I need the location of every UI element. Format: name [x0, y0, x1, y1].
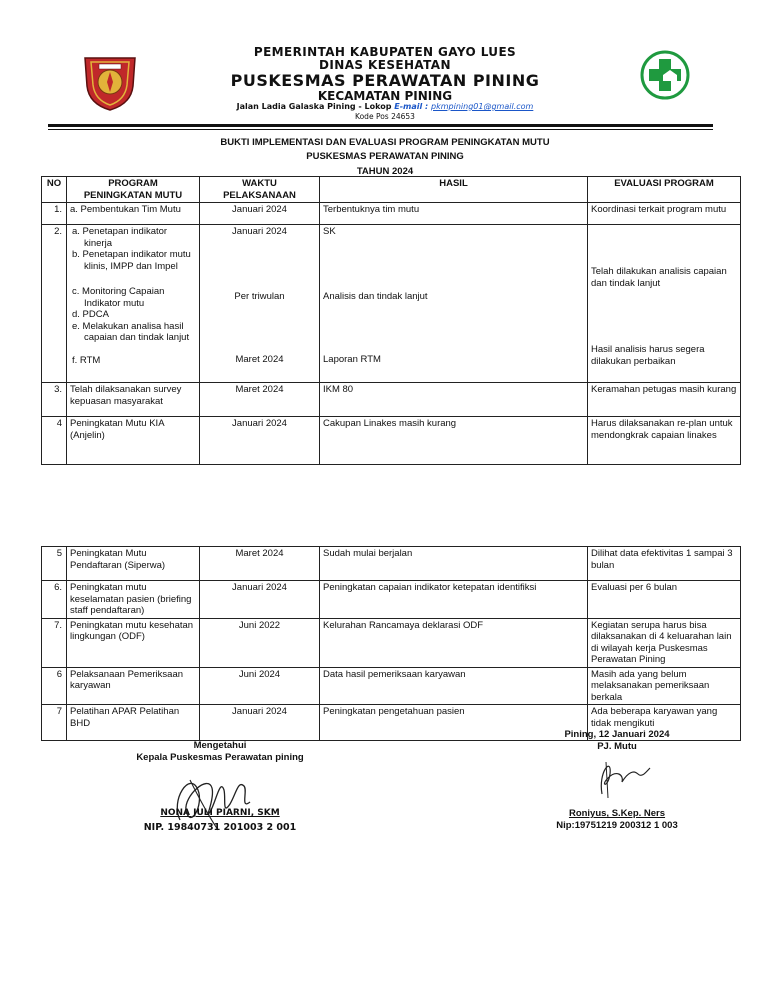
header-program: PROGRAM PENINGKATAN MUTU — [67, 177, 200, 203]
right-sign-nip: Nip:19751219 200312 1 003 — [556, 820, 678, 831]
district-name: KECAMATAN PINING — [317, 89, 453, 103]
table-row: 7. Peningkatan mutu kesehatan lingkungan (ODF) Juni 2022 Kelurahan Rancamaya deklarasi ODF Kegiatan serupa harus bisa dilaksanakan di 4 keluarahan lain di wilayah kerja Puskesmas Perawatan Pining — [42, 618, 741, 667]
email-label: E-mail : — [394, 102, 429, 111]
table-header-row — [42, 177, 741, 203]
table-row: 3. Telah dilaksanakan survey kepuasan masyarakat Maret 2024 IKM 80 Keramahan petugas masih kurang — [42, 383, 741, 417]
letterhead-divider-thin — [48, 129, 713, 130]
header-hasil: HASIL — [320, 177, 588, 203]
document-subtitle: PUSKESMAS PERAWATAN PINING — [306, 151, 464, 162]
header-no: NO — [42, 177, 67, 203]
institution-name: PUSKESMAS PERAWATAN PINING — [230, 71, 540, 90]
row2-evaluasi: Telah dilakukan analisis capaian dan tindak lanjut Hasil analisis harus segera dilakukan perbaikan — [588, 225, 741, 383]
row2-hasil: SK Analisis dan tindak lanjut Laporan RTM — [320, 225, 588, 383]
table-row: 6 Pelaksanaan Pemeriksaan karyawan Juni 2024 Data hasil pemeriksaan karyawan Masih ada yang belum melaksanakan pemeriksaan berkala — [42, 667, 741, 705]
table-row: 1. a. Pembentukan Tim Mutu Januari 2024 Terbentuknya tim mutu Koordinasi terkait program mutu — [42, 203, 741, 225]
address: Jalan Ladia Galaska Pining - Lokop — [236, 102, 392, 111]
right-sign-name: Roniyus, S.Kep. Ners — [568, 808, 666, 819]
table-row: 6. Peningkatan mutu keselamatan pasien (briefing staff pendaftaran) Januari 2024 Peningkatan capaian indikator ketepatan identifiksi Evaluasi per 6 bulan — [42, 581, 741, 619]
header-evaluasi: EVALUASI PROGRAM — [588, 177, 741, 203]
address-line — [150, 102, 620, 111]
puskesmas-logo — [640, 50, 690, 100]
row2-waktu: Januari 2024 Per triwulan Maret 2024 — [200, 225, 320, 383]
table-row: 4 Peningkatan Mutu KIA (Anjelin) Januari 2024 Cakupan Linakes masih kurang Harus dilaksanakan re-plan untuk mendongkrak capaian linakes — [42, 417, 741, 465]
table-row: 7 Pelatihan APAR Pelatihan BHD Januari 2024 Peningkatan pengetahuan pasien Ada beberapa karyawan yang tidak mengikuti — [42, 705, 741, 741]
right-handwritten-signature — [588, 752, 658, 802]
agency-name: DINAS KESEHATAN — [319, 58, 451, 72]
government-name: PEMERINTAH KABUPATEN GAYO LUES — [253, 45, 517, 59]
header-waktu: WAKTU PELAKSANAAN — [200, 177, 320, 203]
letterhead-divider-thick — [48, 124, 713, 127]
implementation-table-part2 — [41, 546, 741, 741]
implementation-table-part1 — [41, 176, 741, 465]
row2-programs: a. Penetapan indikator kinerja b. Penetapan indikator mutu klinis, IMPP dan Impel c. Monitoring Capaian Indikator mutu d. PDCA e. Melakukan analisa hasil capaian dan tindak lanjut f. RTM — [67, 225, 200, 383]
email-link[interactable]: pkmpining01@gmail.com — [431, 102, 534, 111]
regency-emblem-logo — [75, 52, 145, 112]
left-sign-name: NONA JULI PIARNI, SKM — [160, 808, 280, 818]
right-sign-date: Pining, 12 Januari 2024 — [564, 729, 670, 740]
left-sign-label1: Mengetahui — [193, 740, 247, 751]
postcode: Kode Pos 24653 — [355, 112, 415, 121]
document-title: BUKTI IMPLEMENTASI DAN EVALUASI PROGRAM PENINGKATAN MUTU — [220, 137, 550, 148]
table-row: 5 Peningkatan Mutu Pendaftaran (Siperwa) Maret 2024 Sudah mulai berjalan Dilihat data efektivitas 1 sampai 3 bulan — [42, 547, 741, 581]
right-sign-role: PJ. Mutu — [597, 741, 637, 752]
left-sign-nip: NIP. 19840731 201003 2 001 — [143, 822, 297, 833]
left-sign-label2: Kepala Puskesmas Perawatan pining — [136, 752, 304, 763]
table-row: 2. a. Penetapan indikator kinerja b. Penetapan indikator mutu klinis, IMPP dan Impel c. Monitoring Capaian Indikator mutu d. PDCA e. Melakukan analisa hasil capaian dan tindak lanjut f. RTM Januari 2024 Per triwulan Maret 2024 SK Analisis dan tindak lanjut Laporan RTM Telah dilakukan analisis capaian dan tindak lanjut Hasil analisis harus segera dilakukan perbaikan — [42, 225, 741, 383]
document-year: TAHUN 2024 — [356, 166, 414, 177]
